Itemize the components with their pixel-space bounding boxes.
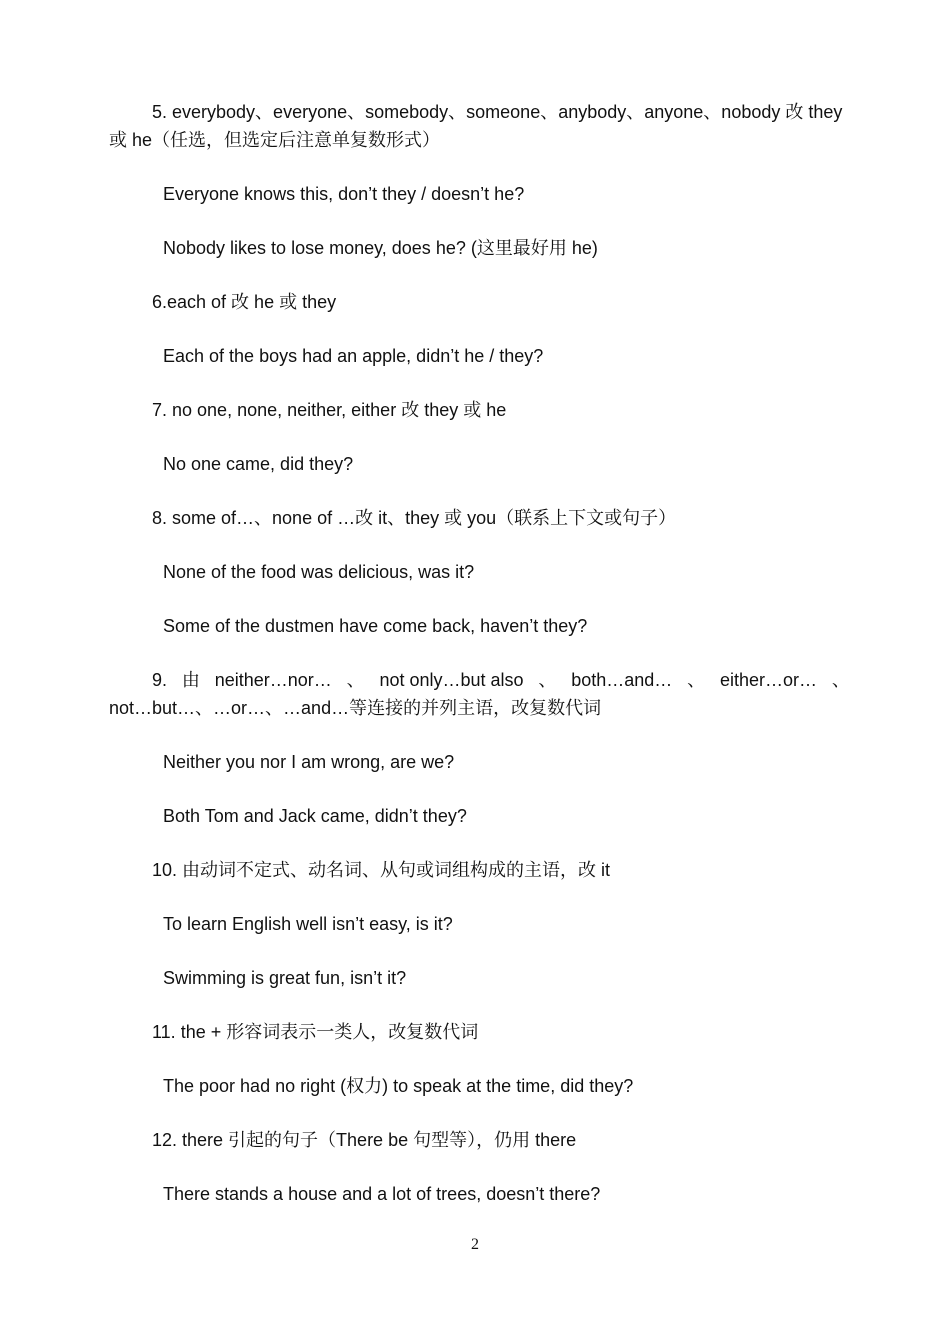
example-sentence: Some of the dustmen have come back, haven’t they?: [163, 616, 588, 636]
rule-6-heading: 6.each of 改 he 或 they: [152, 292, 337, 312]
rule-7-heading: 7. no one, none, neither, either 改 they 或 he: [152, 400, 507, 420]
rule-9-heading-continued: not…but…、…or…、…and…等连接的并列主语，改复数代词: [109, 698, 602, 718]
rule-5-heading-continued: 或 he（任选，但选定后注意单复数形式）: [109, 130, 441, 150]
example-sentence: Neither you nor I am wrong, are we?: [163, 752, 455, 772]
example-sentence: None of the food was delicious, was it?: [163, 562, 475, 582]
heading-part: 、: [538, 670, 557, 690]
heading-part: 、: [687, 670, 706, 690]
heading-part: both…and…: [571, 670, 673, 690]
rule-10-heading: 10. 由动词不定式、动名词、从句或词组构成的主语，改 it: [152, 860, 611, 880]
heading-part: 由: [181, 670, 200, 690]
example-sentence: Both Tom and Jack came, didn’t they?: [163, 806, 467, 826]
heading-part: 、: [831, 670, 850, 690]
heading-part: neither…nor…: [214, 670, 332, 690]
heading-part: 9.: [152, 670, 168, 690]
example-sentence: No one came, did they?: [163, 454, 354, 474]
example-sentence: Swimming is great fun, isn’t it?: [163, 968, 407, 988]
example-sentence: The poor had no right (权力) to speak at the time, did they?: [163, 1076, 634, 1096]
rule-5-heading: 5. everybody、everyone、somebody、someone、anybody、anyone、nobody 改 they: [152, 102, 843, 122]
example-sentence: To learn English well isn’t easy, is it?: [163, 914, 453, 934]
heading-part: not only…but also: [379, 670, 524, 690]
rule-8-heading: 8. some of…、none of …改 it、they 或 you（联系上下文或句子）: [152, 508, 677, 528]
heading-part: 、: [346, 670, 365, 690]
example-sentence: There stands a house and a lot of trees, doesn’t there?: [163, 1184, 601, 1204]
heading-part: either…or…: [720, 670, 818, 690]
example-sentence: Everyone knows this, don’t they / doesn’t he?: [163, 184, 525, 204]
example-sentence: Each of the boys had an apple, didn’t he / they?: [163, 346, 544, 366]
rule-12-heading: 12. there 引起的句子（There be 句型等），仍用 there: [152, 1130, 577, 1150]
rule-9-heading: [152, 669, 850, 691]
page-number: 2: [471, 1236, 479, 1253]
rule-11-heading: 11. the + 形容词表示一类人，改复数代词: [152, 1022, 479, 1042]
example-sentence: Nobody likes to lose money, does he? (这里最好用 he): [163, 238, 598, 258]
